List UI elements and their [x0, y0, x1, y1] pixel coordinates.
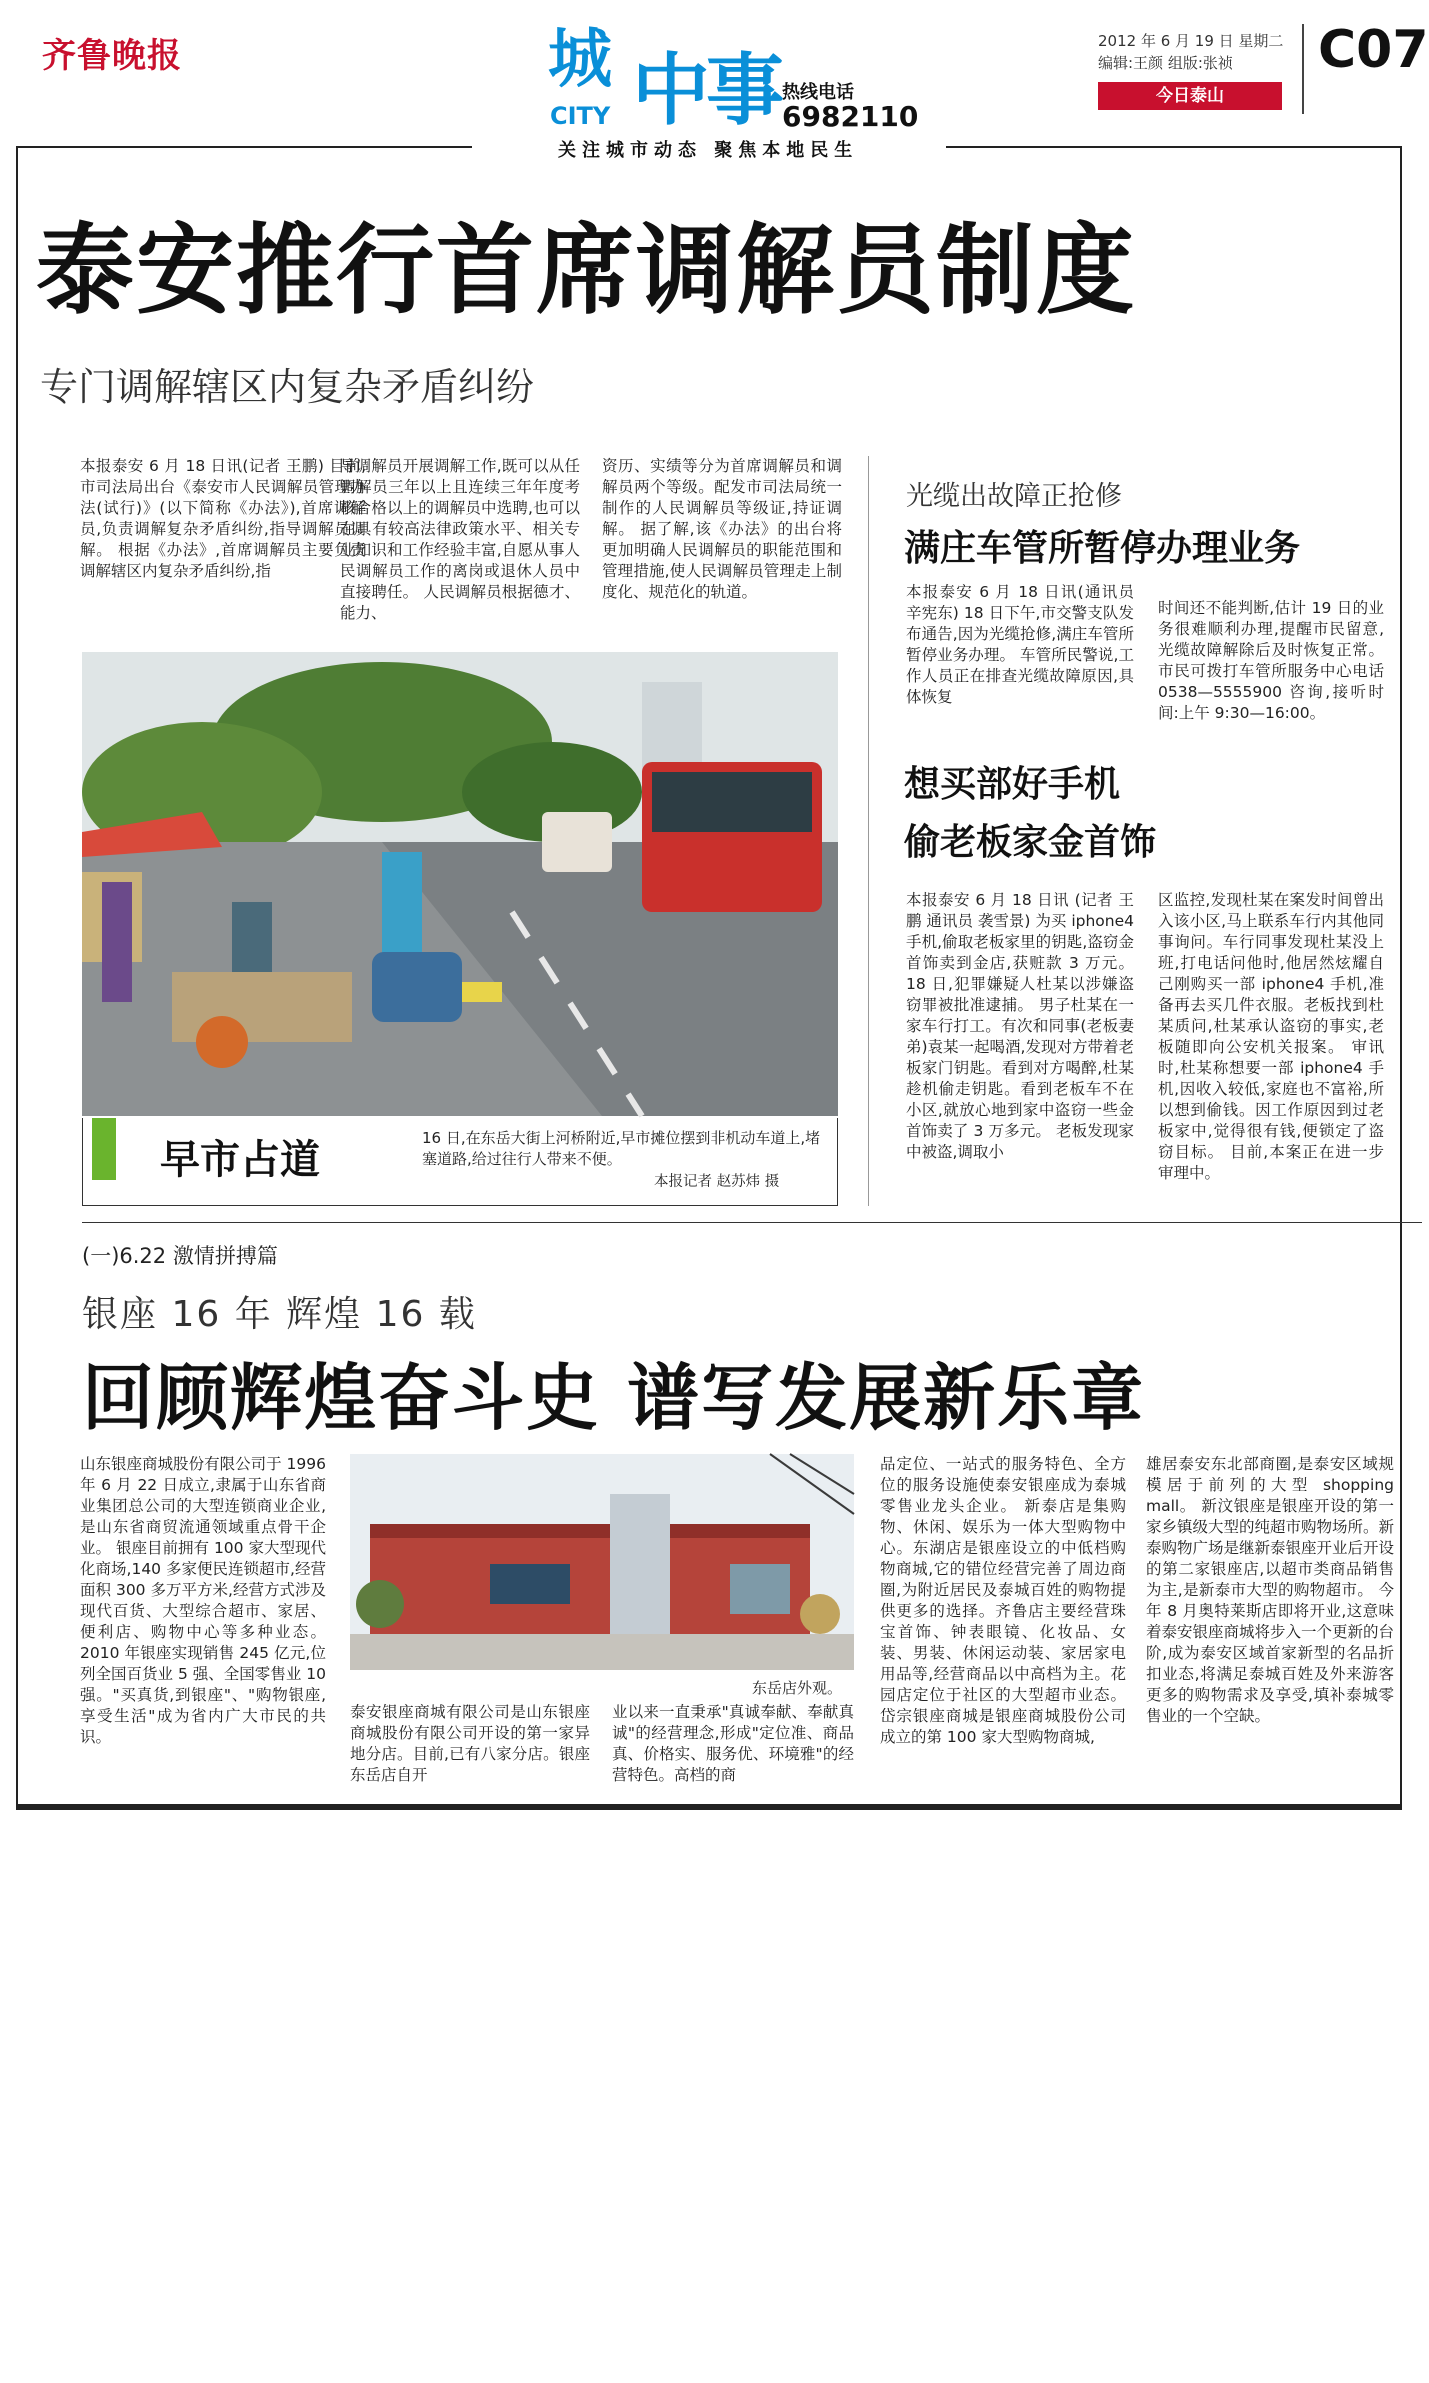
logo-main-title: 中事 — [632, 46, 781, 136]
feature-body-col2a: 泰安银座商城有限公司是山东银座商城股份有限公司开设的第一家异地分店。目前,已有八家分店。银座东岳店自开 — [350, 1703, 590, 1784]
store-exterior-photo — [350, 1454, 854, 1670]
side2-body-col1: 本报泰安 6 月 18 日讯 (记者 王鹏 通讯员 袭雪景) 为买 iphone4 手机,偷取老板家里的钥匙,盗窃金首饰卖到金店,获赃款 3 万元。18 日,犯罪嫌疑人杜某以涉嫌盗窃罪被批准逮捕。 男子杜某在一家车行打工。有次和同事(老板妻弟)袁某一起喝酒,发现对方带着老板家门钥匙。看到对方喝醉,杜某趁机偷走钥匙。看到老板车不在小区,就放心地到家中盗窃一些金首饰卖了 3 万多元。 老板发现家中被盗,调取小 — [906, 891, 1134, 1161]
editor-line: 编辑:王颜 组版:张祯 — [1098, 54, 1233, 72]
feature-body-col1: 山东银座商城股份有限公司于 1996 年 6 月 22 日成立,隶属于山东省商业集团总公司的大型连锁商业企业,是山东省商贸流通领域重点骨干企业。 银座目前拥有 100 家大型现代化商场,140 多家便民连锁超市,经营面积 300 多万平方米,经营方式涉及现代百货、大型综合超市、家居、便利店、购物中心等多种业态。2010 年银座实现销售 245 亿元,位列全国百货业 5 强、全国零售业 10 强。"买真货,到银座"、"购物银座,享受生活"成为省内广大市民的共识。 — [80, 1455, 326, 1746]
photo-caption: 16 日,在东岳大街上河桥附近,早市摊位摆到非机动车道上,堵塞道路,给过往行人带来不便。 — [422, 1129, 821, 1168]
feature-body-col3: 品定位、一站式的服务特色、全方位的服务设施使泰安银座成为泰城零售业龙头企业。 新泰店是集购物、休闲、娱乐为一体大型购物中心。东湖店是银座设立的中低档购物商城,它的错位经营完善了周边商圈,为附近居民及泰城百姓的购物提供更多的选择。齐鲁店主要经营珠宝首饰、钟表眼镜、化妆品、女装、男装、休闲运动装、家居家电用品等,经营商品以中高档为主。花园店定位于社区的大型超市业态。岱宗银座商城是银座商城股份公司成立的第 100 家大型购物商城, — [880, 1455, 1126, 1746]
section-tag: 今日泰山 — [1098, 82, 1282, 110]
masthead-divider — [1302, 24, 1304, 114]
morning-market-photo — [82, 652, 838, 1116]
section-divider — [82, 1222, 1422, 1223]
logo-city-glyph: 城 — [548, 23, 612, 97]
caption-accent-bar — [92, 1118, 116, 1180]
photo-title: 早市占道 — [160, 1137, 320, 1183]
lead-headline: 泰安推行首席调解员制度 — [36, 214, 1137, 328]
date-block — [1098, 30, 1283, 74]
column-divider — [868, 456, 869, 1206]
lead-subheadline: 专门调解辖区内复杂矛盾纠纷 — [40, 365, 535, 409]
side2-body-col2: 区监控,发现杜某在案发时间曾出入该小区,马上联系车行内其他同事询问。车行同事发现杜某没上班,打电话问他时,他居然炫耀自己刚购买一部 iphone4 手机,准备再去买几件衣服。老板找到杜某质问,杜某承认盗窃的事实,老板随即向公安机关报案。 审讯时,杜某称想要一部 iphone4 手机,因收入较低,家庭也不富裕,所以想到偷钱。因工作原因到过老板家中,觉得很有钱,便锁定了盗窃目标。 目前,本案正在进一步审理中。 — [1158, 891, 1384, 1182]
masthead-slogan: 关注城市动态 聚焦本地民生 — [558, 140, 859, 161]
side1-body-col1: 本报泰安 6 月 18 日讯(通讯员 辛宪东) 18 日下午,市交警支队发布通告,因为光缆抢修,满庄车管所暂停业务办理。 车管所民警说,工作人员正在排查光缆故障原因,具体恢复 — [906, 583, 1134, 706]
side1-kicker: 光缆出故障正抢修 — [906, 481, 1122, 512]
side1-body-col2: 时间还不能判断,估计 19 日的业务很难顺利办理,提醒市民留意,光缆故障解除后及时恢复正常。市民可拨打车管所服务中心电话 0538—5555900 咨询,接听时间:上午 9:30—16:00。 — [1158, 599, 1384, 722]
hotline-number: 6982110 — [782, 100, 919, 133]
feature-body-col4: 雄居泰安东北部商圈,是泰安区域规模居于前列的大型 shopping mall。 新汶银座是银座开设的第一家乡镇级大型的纯超市购物场所。新泰购物广场是继新泰银座开业后开设的第二家银座店,以超市类商品销售为主,是新泰市大型的购物超市。 今年 8 月奥特莱斯店即将开业,这意味着泰安银座商城将步入一个更新的台阶,成为泰安区域首家新型的名品折扣业态,将满足泰城百姓及外来游客更多的购物需求及享受,填补泰城零售业的一个空缺。 — [1146, 1455, 1395, 1725]
feature-series: (一)6.22 激情拼搏篇 — [82, 1244, 278, 1268]
side2-headline-line1: 想买部好手机 — [904, 764, 1121, 805]
logo-city-en: CITY — [550, 102, 611, 130]
store-photo-caption: 东岳店外观。 — [752, 1679, 843, 1697]
feature-kicker: 银座 16 年 辉煌 16 载 — [82, 1294, 477, 1335]
feature-body-col2b: 业以来一直秉承"真诚奉献、奉献真诚"的经营理念,形成"定位准、商品真、价格实、服务优、环境雅"的经营特色。高档的商 — [612, 1703, 854, 1784]
side2-headline-line2: 偷老板家金首饰 — [904, 822, 1157, 863]
hotline-label: 热线电话 — [782, 82, 854, 103]
date-line: 2012 年 6 月 19 日 星期二 — [1098, 32, 1284, 50]
morning-market-illustration — [82, 652, 838, 1116]
newspaper-brand: 齐鲁晚报 — [42, 36, 182, 76]
lead-body-col2: 导调解员开展调解工作,既可以从任调解员三年以上且连续三年年度考核合格以上的调解员中选聘,也可以在具有较高法律政策水平、相关专业知识和工作经验丰富,自愿从事人民调解员工作的离岗或退休人员中直接聘任。 人民调解员根据德才、能力、 — [340, 457, 580, 622]
lead-body-col3: 资历、实绩等分为首席调解员和调解员两个等级。配发市司法局统一制作的人民调解员等级证,持证调解。 据了解,该《办法》的出台将更加明确人民调解员的职能范围和管理措施,使人民调解员管理走上制度化、规范化的轨道。 — [602, 457, 842, 601]
lead-body-col1: 本报泰安 6 月 18 日讯(记者 王鹏) 目前,市司法局出台《泰安市人民调解员管理办法(试行)》(以下简称《办法》),首席调解员,负责调解复杂矛盾纠纷,指导调解员调解。 根据《办法》,首席调解员主要负责调解辖区内复杂矛盾纠纷,指 — [80, 457, 366, 580]
side1-headline: 满庄车管所暂停办理业务 — [904, 528, 1301, 569]
store-exterior-illustration — [350, 1454, 854, 1670]
feature-headline: 回顾辉煌奋斗史 谱写发展新乐章 — [82, 1356, 1146, 1440]
page-code: C07 — [1318, 20, 1429, 80]
photo-credit: 本报记者 赵苏炜 摄 — [654, 1174, 780, 1190]
